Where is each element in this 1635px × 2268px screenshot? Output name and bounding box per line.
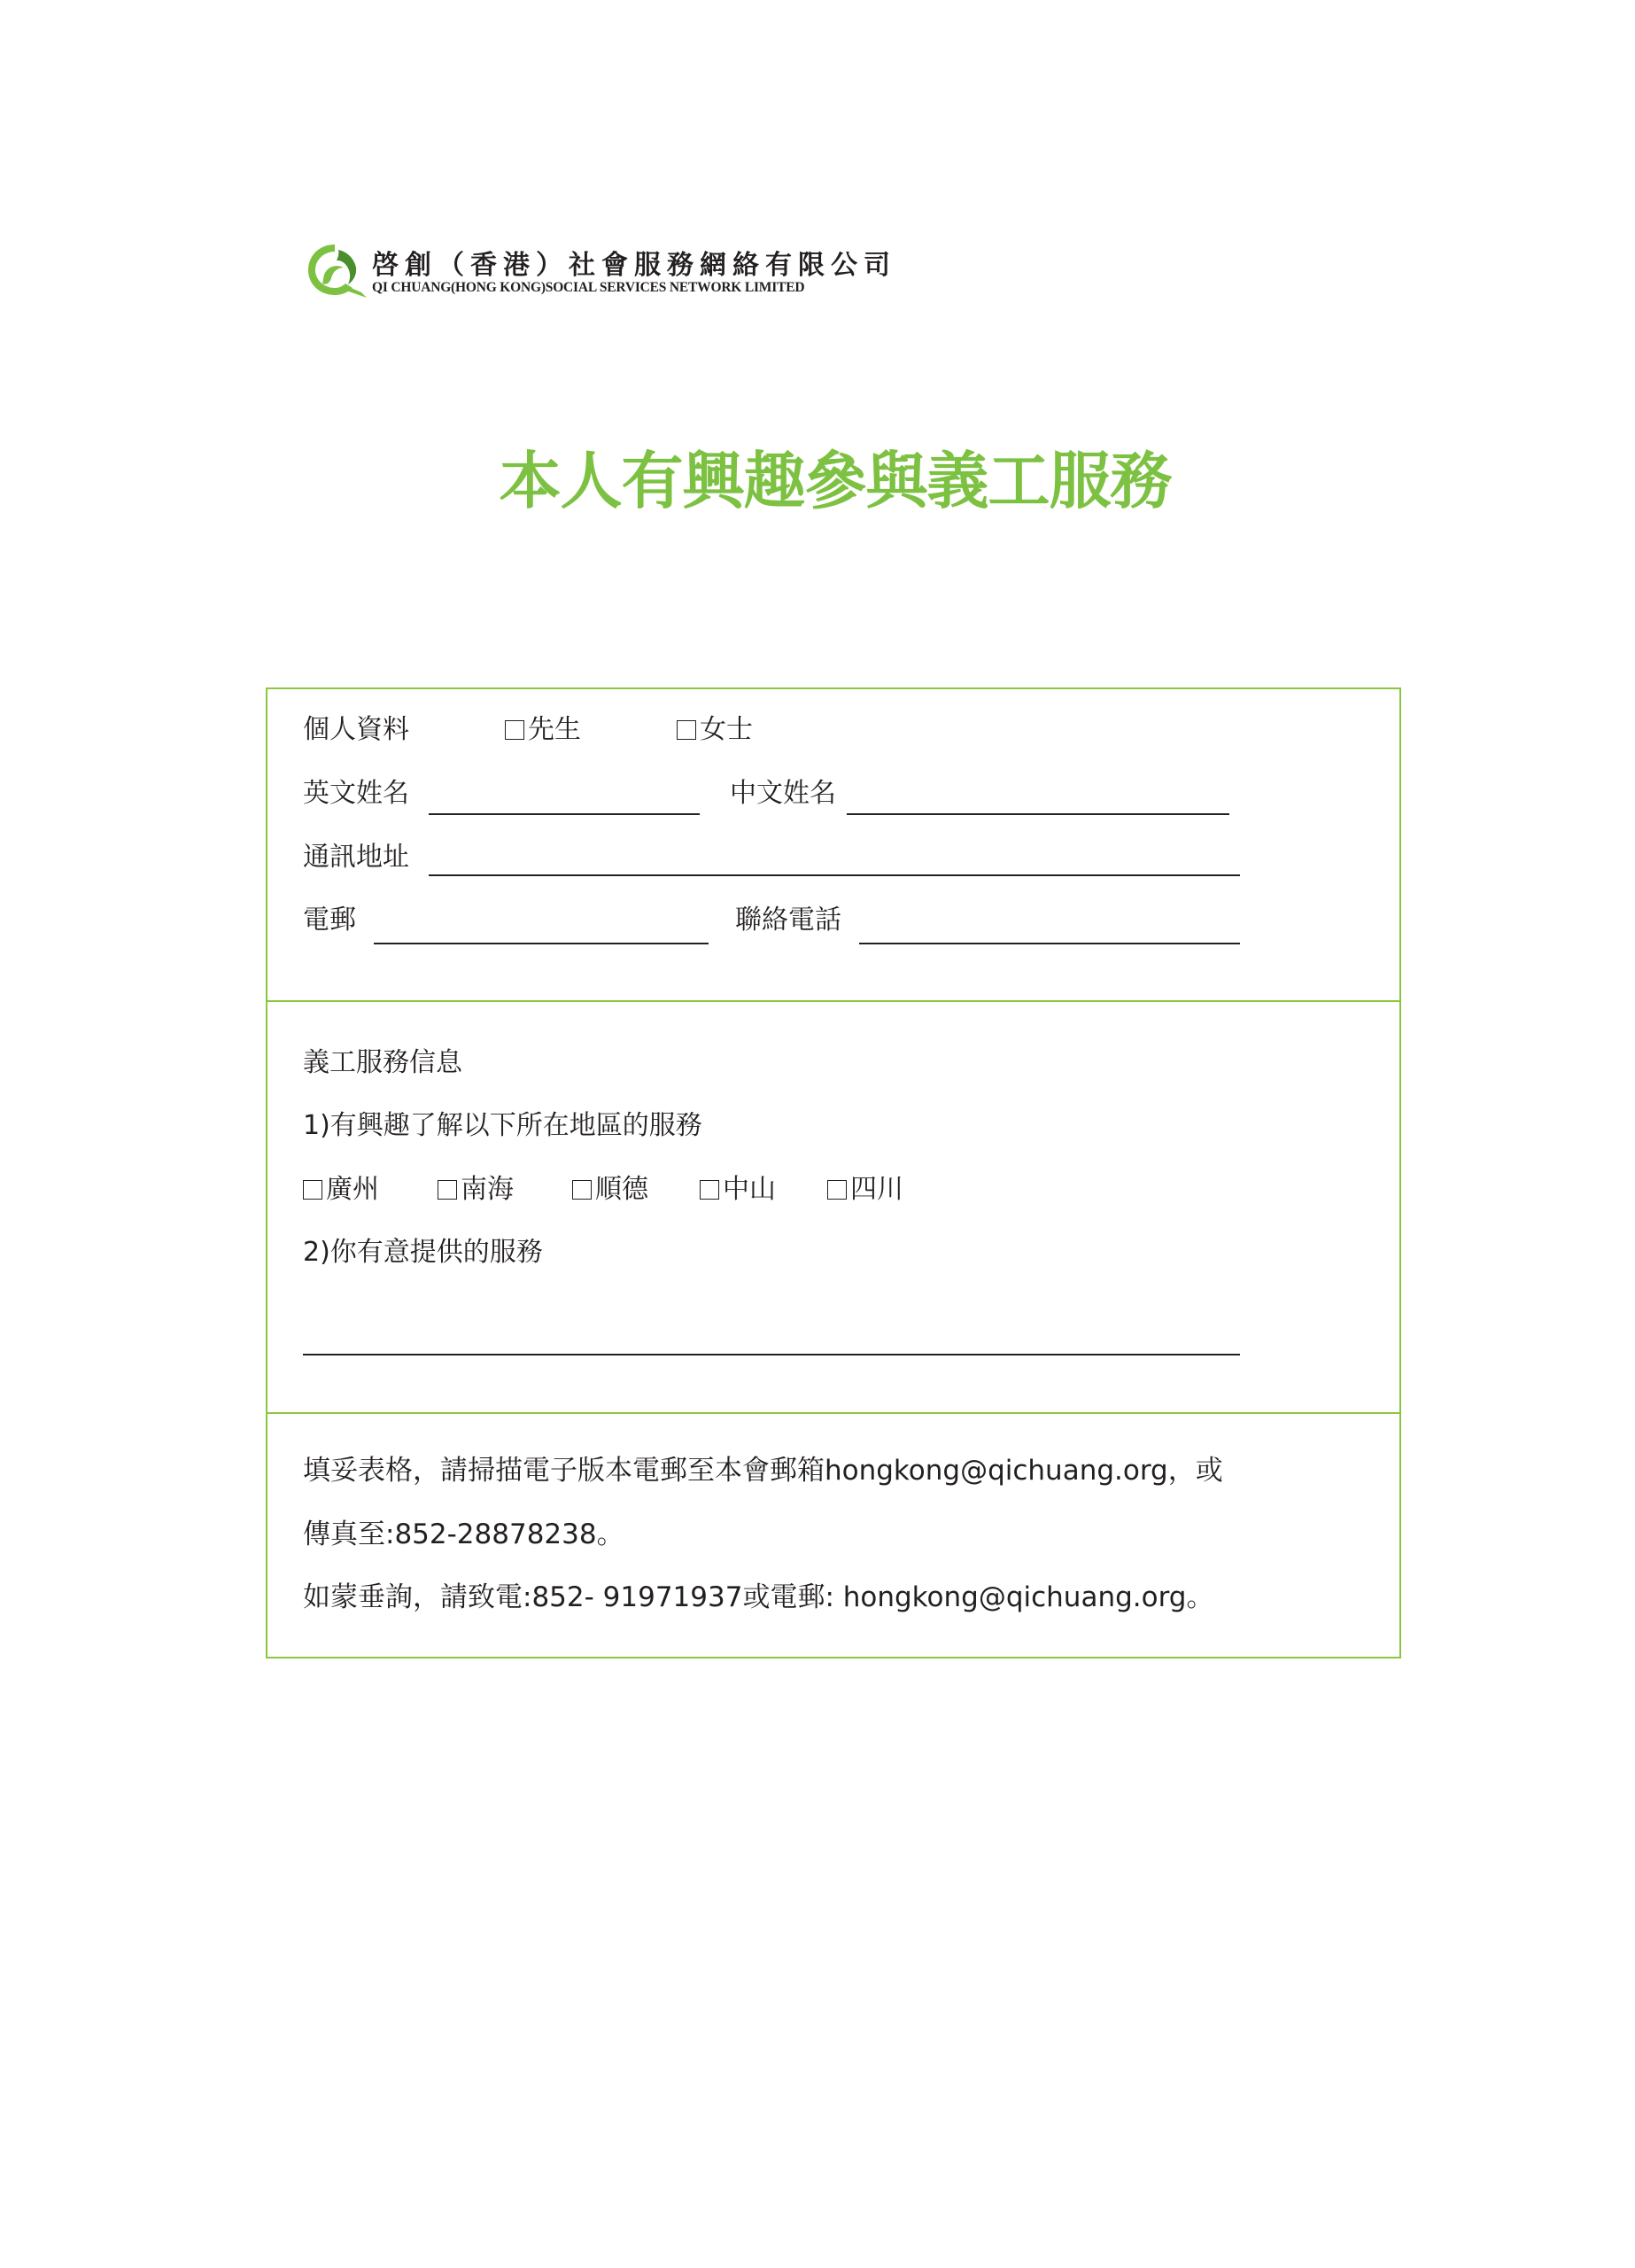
region-label: 順德 <box>595 1174 648 1205</box>
address-label: 通訊地址 <box>303 842 409 873</box>
guangzhou-checkbox[interactable] <box>303 1180 322 1200</box>
section-divider <box>267 1000 1399 1002</box>
submission-note: 填妥表格，請掃描電子版本電郵至本會郵箱hongkong@qichuang.org，或 <box>303 1455 1223 1487</box>
region-label: 四川 <box>850 1174 903 1205</box>
sichuan-checkbox[interactable] <box>827 1180 847 1200</box>
region-label: 中山 <box>723 1174 776 1205</box>
region-option-guangzhou[interactable] <box>303 1167 379 1206</box>
mr-label: 先生 <box>528 714 581 745</box>
ms-checkbox[interactable] <box>677 720 696 740</box>
salutation-mr-option[interactable] <box>505 707 581 746</box>
region-label: 廣州 <box>326 1174 379 1205</box>
chinese-name-field[interactable] <box>847 813 1229 815</box>
organization-header <box>305 239 907 303</box>
phone-label: 聯絡電話 <box>735 905 841 936</box>
personal-info-label: 個人資料 <box>303 714 409 745</box>
organization-name-chinese: 啓創（香港）社會服務網絡有限公司 <box>372 250 896 281</box>
zhongshan-checkbox[interactable] <box>700 1180 719 1200</box>
nanhai-checkbox[interactable] <box>438 1180 457 1200</box>
region-option-nanhai[interactable] <box>438 1167 514 1206</box>
address-field[interactable] <box>429 874 1240 876</box>
section-divider <box>267 1412 1399 1414</box>
email-field[interactable] <box>374 943 709 944</box>
mr-checkbox[interactable] <box>505 720 524 740</box>
phone-field[interactable] <box>859 943 1240 944</box>
volunteer-info-label: 義工服務信息 <box>303 1047 462 1078</box>
email-label: 電郵 <box>303 905 356 936</box>
shunde-checkbox[interactable] <box>572 1180 592 1200</box>
services-field[interactable] <box>303 1354 1240 1355</box>
form-title: 本人有興趣參與義工服務 <box>499 445 1172 517</box>
region-option-zhongshan[interactable] <box>700 1167 776 1206</box>
chinese-name-label: 中文姓名 <box>730 778 836 809</box>
organization-name-english: QI CHUANG(HONG KONG)SOCIAL SERVICES NETWORK LIMITED <box>372 280 805 295</box>
english-name-field[interactable] <box>429 813 700 815</box>
qichuang-logo-icon <box>305 241 368 299</box>
salutation-ms-option[interactable] <box>677 707 753 746</box>
region-option-sichuan[interactable] <box>827 1167 903 1206</box>
region-option-shunde[interactable] <box>572 1167 648 1206</box>
contact-note: 如蒙垂詢，請致電:852- 91971937或電郵: hongkong@qichuang.org。 <box>303 1581 1214 1613</box>
volunteer-form <box>266 687 1401 1658</box>
fax-note: 傳真至:852-28878238。 <box>303 1518 624 1550</box>
region-label: 南海 <box>461 1174 514 1205</box>
english-name-label: 英文姓名 <box>303 778 409 809</box>
question-regions: 1)有興趣了解以下所在地區的服務 <box>303 1110 702 1141</box>
question-services: 2)你有意提供的服務 <box>303 1237 543 1268</box>
ms-label: 女士 <box>700 714 753 745</box>
